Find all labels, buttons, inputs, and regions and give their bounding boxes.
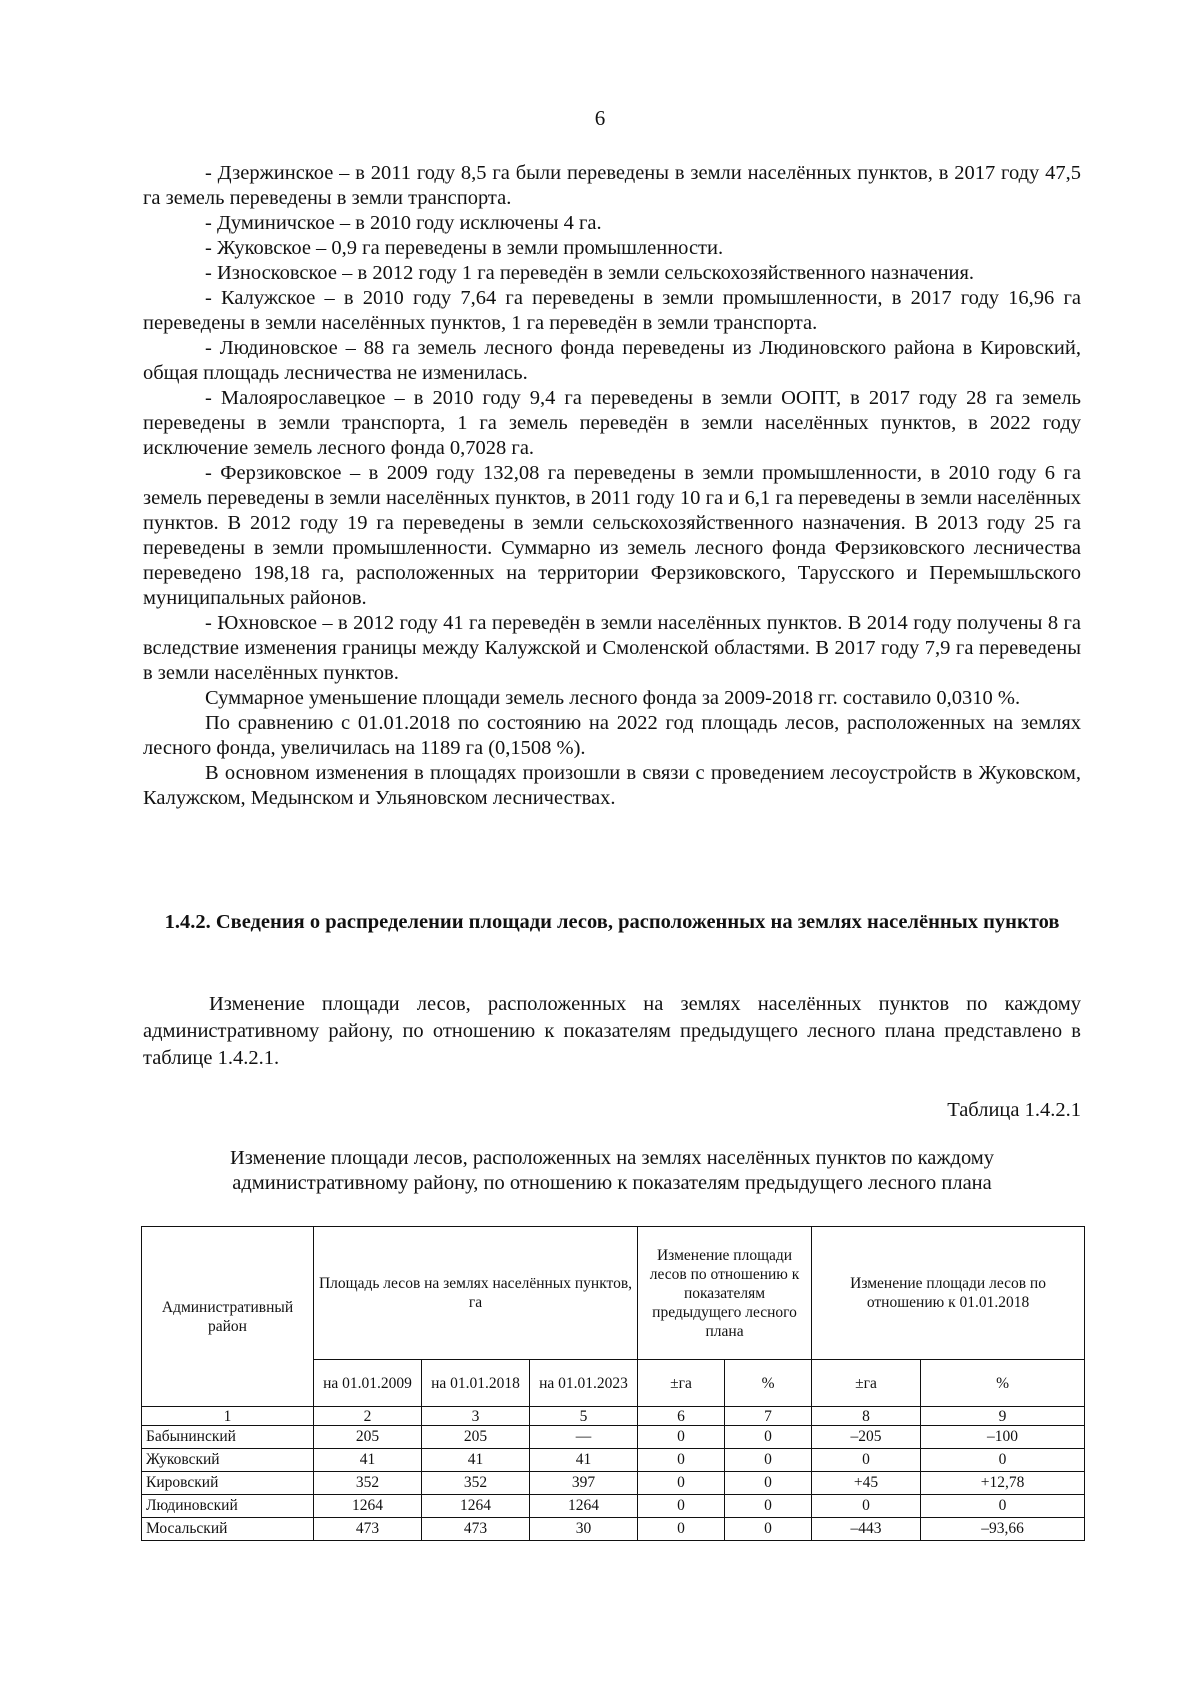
cell-area-2023: —: [530, 1426, 638, 1449]
cell-area-2009: 41: [314, 1449, 422, 1472]
table-row: [142, 1449, 1085, 1472]
cell-area-2018: 205: [422, 1426, 530, 1449]
column-number: 2: [314, 1407, 422, 1426]
header-change-2018: Изменение площади лесов по отношению к 01.01.2018: [812, 1227, 1085, 1360]
table-header-row: [142, 1227, 1085, 1360]
header-delta-ha: ±га: [638, 1360, 725, 1407]
cell-area-2023: 30: [530, 1518, 638, 1541]
cell-area-2009: 352: [314, 1472, 422, 1495]
header-date-2009: на 01.01.2009: [314, 1360, 422, 1407]
body-text: [143, 161, 1081, 811]
paragraph-main-changes: В основном изменения в площадях произошли в связи с проведением лесоустройств в Жуковском, Калужском, Медынском и Ульяновском лесничествах.: [143, 762, 1081, 809]
table-row: [142, 1518, 1085, 1541]
table-row: [142, 1426, 1085, 1449]
cell-area-2009: 473: [314, 1518, 422, 1541]
cell-area-2023: 1264: [530, 1495, 638, 1518]
paragraph-comparison-2018: По сравнению с 01.01.2018 по состоянию на 2022 год площадь лесов, расположенных на землях лесного фонда, увеличилась на 1189 га (0,1508 %).: [143, 712, 1081, 759]
page-number: 6: [594, 106, 606, 130]
header-delta-ha-2018: ±га: [812, 1360, 921, 1407]
column-number-row: [142, 1407, 1085, 1426]
cell-district: Людиновский: [142, 1495, 314, 1518]
table-label: Таблица 1.4.2.1: [947, 1099, 1081, 1121]
column-number: 3: [422, 1407, 530, 1426]
cell-delta-ha: 0: [638, 1495, 725, 1518]
section-heading: 1.4.2. Сведения о распределении площади лесов, расположенных на землях населённых пунктов: [164, 911, 1060, 933]
cell-delta-ha-2018: –443: [812, 1518, 921, 1541]
header-percent: %: [725, 1360, 812, 1407]
cell-percent: 0: [725, 1426, 812, 1449]
cell-delta-ha: 0: [638, 1426, 725, 1449]
intro-text: [143, 991, 1081, 1072]
header-change-prev-plan: Изменение площади лесов по отношению к показателям предыдущего лесного плана: [638, 1227, 812, 1360]
header-date-2018: на 01.01.2018: [422, 1360, 530, 1407]
paragraph-yukhnovskoe: - Юхновское – в 2012 году 41 га переведён в земли населённых пунктов. В 2014 году получены 8 га вследствие изменения границы между Калужской и Смоленской областями. В 2017 году 7,9 га переведены в земли населённых пунктов.: [143, 612, 1081, 684]
cell-percent-2018: +12,78: [921, 1472, 1085, 1495]
paragraph-ferzikovskoe: - Ферзиковское – в 2009 году 132,08 га переведены в земли промышленности, в 2010 году 6 га земель переведены в земли населённых пунктов, в 2011 году 10 га и 6,1 га переведены в земли населённых пунктов. В 2012 году 19 га переведены в земли сельскохозяйственного назначения. В 2013 году 25 га переведены в земли промышленности. Суммарно из земель лесного фонда Ферзиковского лесничества переведено 198,18 га, расположенных на территории Ферзиковского, Тарусского и Перемышльского муниципальных районов.: [143, 462, 1081, 609]
paragraph-kaluzhskoe: - Калужское – в 2010 году 7,64 га переведены в земли промышленности, в 2017 году 16,96 га переведены в земли населённых пунктов, 1 га переведён в земли транспорта.: [143, 287, 1081, 334]
intro-paragraph: Изменение площади лесов, расположенных на землях населённых пунктов по каждому административному району, по отношению к показателям предыдущего лесного плана представлено в таблице 1.4.2.1.: [143, 993, 1081, 1069]
cell-percent-2018: –93,66: [921, 1518, 1085, 1541]
header-district: Административный район: [142, 1227, 314, 1407]
cell-district: Бабынинский: [142, 1426, 314, 1449]
table-caption: Изменение площади лесов, расположенных на землях населённых пунктов по каждому административному району, по отношению к показателям предыдущего лесного плана: [229, 1147, 995, 1194]
cell-area-2023: 397: [530, 1472, 638, 1495]
column-number: 7: [725, 1407, 812, 1426]
table-row: [142, 1472, 1085, 1495]
cell-area-2023: 41: [530, 1449, 638, 1472]
cell-district: Жуковский: [142, 1449, 314, 1472]
paragraph-maloyaroslavetskoe: - Малоярославецкое – в 2010 году 9,4 га переведены в земли ООПТ, в 2017 году 28 га земель переведены в земли транспорта, 1 га земель переведён в земли населённых пунктов, в 2022 году исключение земель лесного фонда 0,7028 га.: [143, 387, 1081, 459]
cell-delta-ha: 0: [638, 1449, 725, 1472]
column-number: 5: [530, 1407, 638, 1426]
paragraph-zhukovskoe: - Жуковское – 0,9 га переведены в земли промышленности.: [205, 237, 724, 259]
column-number: 1: [142, 1407, 314, 1426]
cell-percent-2018: 0: [921, 1495, 1085, 1518]
cell-percent: 0: [725, 1495, 812, 1518]
cell-percent: 0: [725, 1518, 812, 1541]
column-number: 8: [812, 1407, 921, 1426]
cell-delta-ha-2018: 0: [812, 1449, 921, 1472]
cell-district: Кировский: [142, 1472, 314, 1495]
cell-percent-2018: 0: [921, 1449, 1085, 1472]
cell-delta-ha-2018: 0: [812, 1495, 921, 1518]
paragraph-lyudinovskoe: - Людиновское – 88 га земель лесного фонда переведены из Людиновского района в Кировский, общая площадь лесничества не изменилась.: [143, 337, 1081, 384]
paragraph-total-decrease: Суммарное уменьшение площади земель лесного фонда за 2009-2018 гг. составило 0,0310 %.: [205, 687, 1021, 709]
paragraph-iznoskovskoe: - Износковское – в 2012 году 1 га переведён в земли сельскохозяйственного назначения.: [205, 262, 975, 284]
cell-percent-2018: –100: [921, 1426, 1085, 1449]
cell-percent: 0: [725, 1472, 812, 1495]
cell-delta-ha-2018: +45: [812, 1472, 921, 1495]
forest-area-table: [141, 1226, 1085, 1541]
column-number: 6: [638, 1407, 725, 1426]
cell-delta-ha: 0: [638, 1518, 725, 1541]
cell-delta-ha-2018: –205: [812, 1426, 921, 1449]
cell-area-2009: 205: [314, 1426, 422, 1449]
header-percent-2018: %: [921, 1360, 1085, 1407]
cell-area-2009: 1264: [314, 1495, 422, 1518]
column-number: 9: [921, 1407, 1085, 1426]
header-date-2023: на 01.01.2023: [530, 1360, 638, 1407]
table-row: [142, 1495, 1085, 1518]
cell-area-2018: 1264: [422, 1495, 530, 1518]
paragraph-dzerzhinskoe: - Дзержинское – в 2011 году 8,5 га были переведены в земли населённых пунктов, в 2017 году 47,5 га земель переведены в земли транспорта.: [143, 162, 1081, 209]
cell-delta-ha: 0: [638, 1472, 725, 1495]
paragraph-duminichskoe: - Думиничское – в 2010 году исключены 4 га.: [205, 212, 602, 234]
cell-area-2018: 41: [422, 1449, 530, 1472]
cell-district: Мосальский: [142, 1518, 314, 1541]
cell-percent: 0: [725, 1449, 812, 1472]
header-area-group: Площадь лесов на землях населённых пунктов, га: [314, 1227, 638, 1360]
cell-area-2018: 352: [422, 1472, 530, 1495]
cell-area-2018: 473: [422, 1518, 530, 1541]
